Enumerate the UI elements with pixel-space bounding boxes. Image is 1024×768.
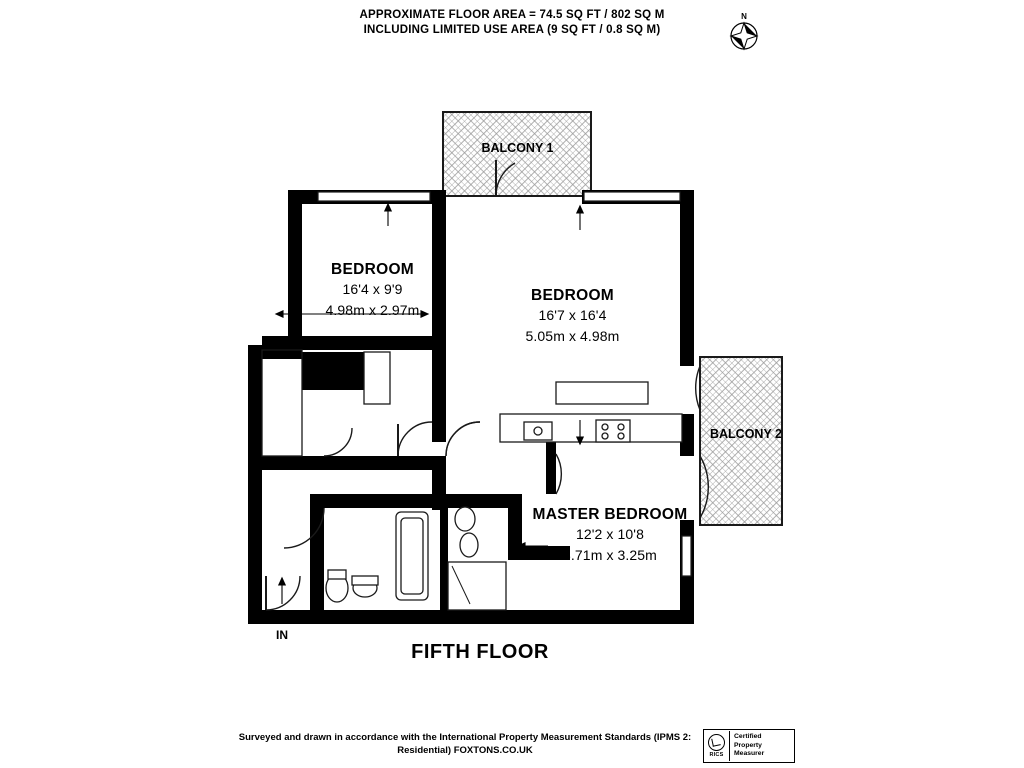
rics-check-icon <box>708 734 725 751</box>
rics-badge-line-3: Measurer <box>734 750 765 758</box>
room-dimension-metric: 4.98m x 2.97m <box>325 302 420 318</box>
room-name: MASTER BEDROOM <box>532 506 688 523</box>
room-label-bedroom-1 <box>270 261 475 321</box>
rics-badge-text <box>730 733 764 758</box>
room-name: BEDROOM <box>330 261 415 278</box>
survey-disclaimer-line-2: Residential) FOXTONS.CO.UK <box>397 745 533 756</box>
room-dimension-imperial: 16'4 x 9'9 <box>342 281 403 297</box>
room-label-balcony-2: BALCONY 2 <box>709 427 782 441</box>
room-label-bedroom-2 <box>470 287 675 347</box>
rics-certified-badge <box>703 729 795 763</box>
survey-disclaimer-line-1: Surveyed and drawn in accordance with the International Property Measurement Standards (IPMS 2: <box>238 732 692 743</box>
rics-badge-line-2: Property <box>734 741 762 749</box>
room-dimension-imperial: 16'7 x 16'4 <box>538 307 607 323</box>
balcony-2-area <box>700 357 782 525</box>
room-label-master-bedroom <box>500 506 720 566</box>
entrance-label: IN <box>276 628 288 642</box>
room-name: BEDROOM <box>530 287 615 304</box>
rics-logo-icon <box>704 731 730 761</box>
room-label-balcony-1: BALCONY 1 <box>481 141 554 155</box>
room-dimension-metric: 5.05m x 4.98m <box>525 328 620 344</box>
floor-title: FIFTH FLOOR <box>411 641 549 663</box>
survey-disclaimer <box>230 731 700 757</box>
rics-mark-text: RICS <box>709 752 724 758</box>
room-dimension-imperial: 12'2 x 10'8 <box>576 526 644 542</box>
floor-area-line-1: APPROXIMATE FLOOR AREA = 74.5 SQ FT / 802 SQ M <box>359 9 665 21</box>
room-dimension-metric: 3.71m x 3.25m <box>563 547 657 563</box>
floor-area-line-2: INCLUDING LIMITED USE AREA (9 SQ FT / 0.8 SQ M) <box>363 24 661 36</box>
rics-badge-line-1: Certified <box>734 733 762 741</box>
compass-north-label: N <box>741 12 747 21</box>
